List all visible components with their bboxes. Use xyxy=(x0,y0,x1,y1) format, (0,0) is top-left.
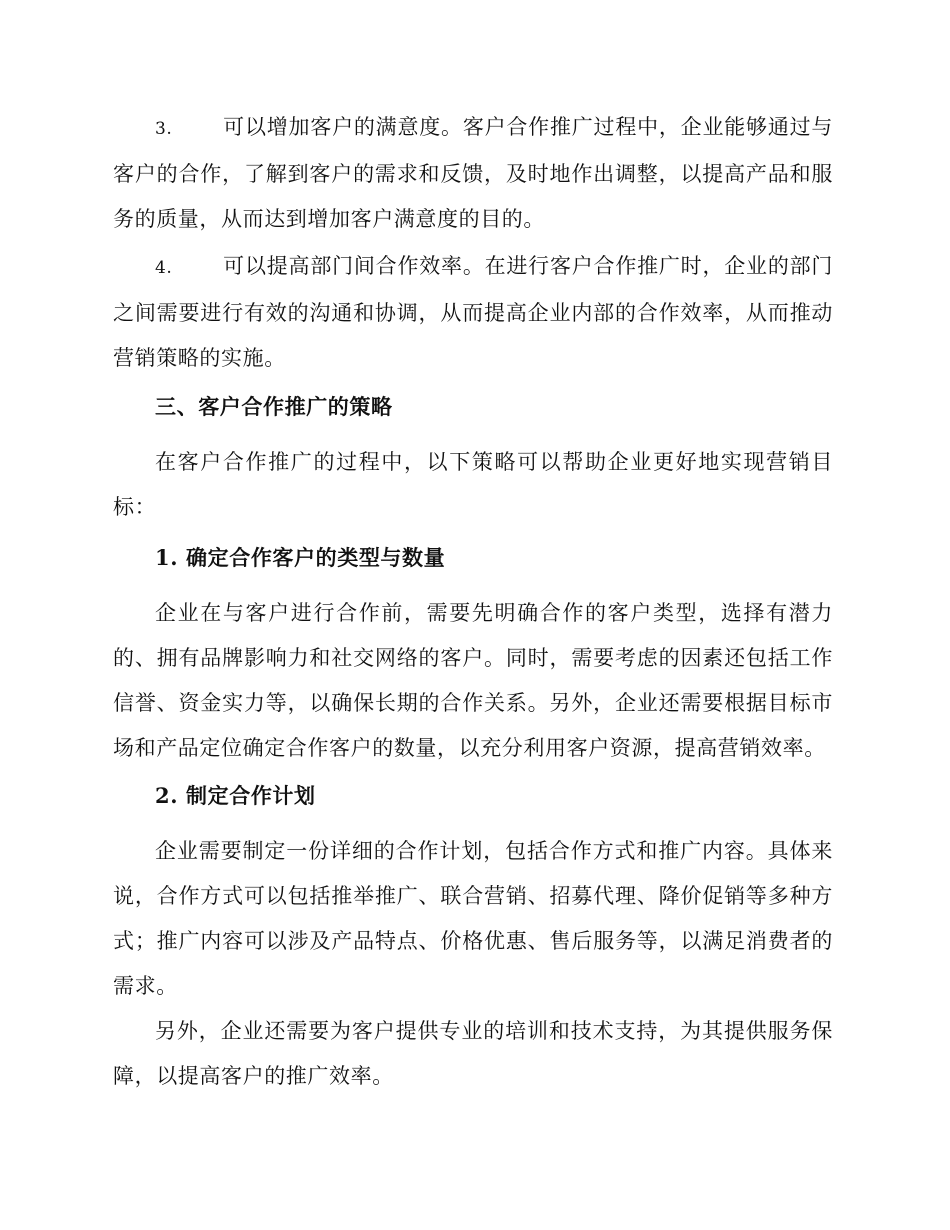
numbered-paragraph-3 xyxy=(113,105,833,242)
item-text: 可以提高部门间合作效率。在进行客户合作推广时，企业的部门之间需要进行有效的沟通和协调，从而提高企业内部的合作效率，从而推动营销策略的实施。 xyxy=(113,254,833,370)
item-number: 4. xyxy=(155,258,173,278)
section-heading: 三、客户合作推广的策略 xyxy=(155,394,393,419)
item-text: 可以增加客户的满意度。客户合作推广过程中，企业能够通过与客户的合作，了解到客户的需求和反馈，及时地作出调整，以提高产品和服务的质量，从而达到增加客户满意度的目的。 xyxy=(113,115,833,231)
subsection-heading-2: 2. 制定合作计划 xyxy=(155,783,316,808)
section-intro-paragraph: 在客户合作推广的过程中，以下策略可以帮助企业更好地实现营销目标： xyxy=(113,450,833,519)
subsection-heading-1: 1. 确定合作客户的类型与数量 xyxy=(155,545,446,570)
subsection-1-paragraph: 企业在与客户进行合作前，需要先明确合作的客户类型，选择有潜力的、拥有品牌影响力和社交网络的客户。同时，需要考虑的因素还包括工作信誉、资金实力等，以确保长期的合作关系。另外，企业还需要根据目标市场和产品定位确定合作客户的数量，以充分利用客户资源，提高营销效率。 xyxy=(113,601,833,760)
subsection-2-paragraph-2: 另外，企业还需要为客户提供专业的培训和技术支持，为其提供服务保障，以提高客户的推广效率。 xyxy=(113,1019,833,1088)
numbered-paragraph-4 xyxy=(113,244,833,381)
item-number: 3. xyxy=(155,119,173,139)
subsection-2-paragraph: 企业需要制定一份详细的合作计划，包括合作方式和推广内容。具体来说，合作方式可以包括推举推广、联合营销、招募代理、降价促销等多种方式；推广内容可以涉及产品特点、价格优惠、售后服务等，以满足消费者的需求。 xyxy=(113,839,833,998)
